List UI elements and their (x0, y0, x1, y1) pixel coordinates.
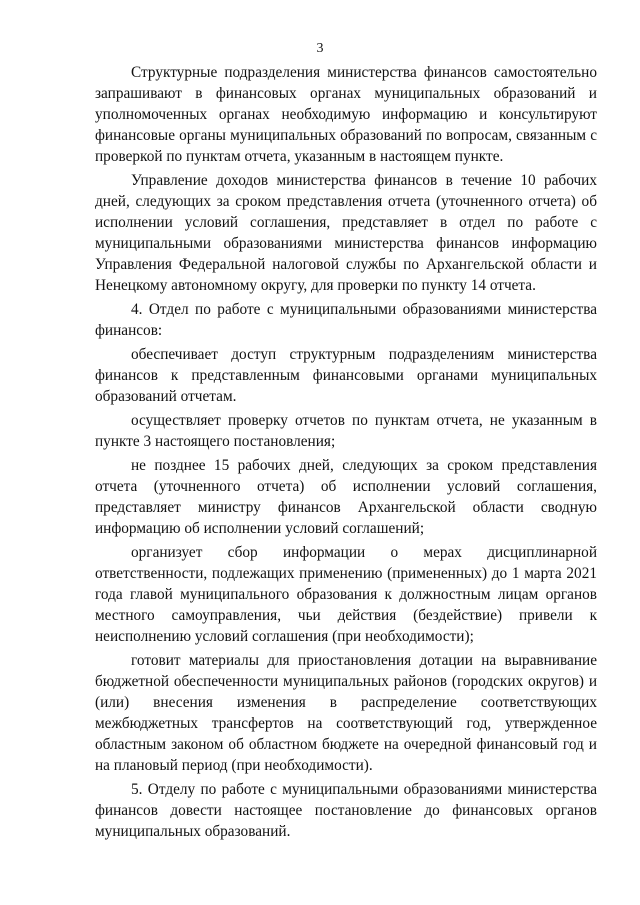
paragraph-item-4-suspension: готовит материалы для приостановления дотации на выравнивание бюджетной обеспеченности муниципальных районов (городских округов) и (или) внесения изменения в распределение соответствующих межбюджетных трансфертов на соответствующий год, утвержденное областным законом об областном бюджете на очередной финансовый год и на плановый период (при необходимости). (95, 652, 597, 774)
paragraph-item-4-summary: не позднее 15 рабочих дней, следующих за сроком представления отчета (уточненного отчета) об исполнении условий соглашения, представляет министру финансов Архангельской области сводную информацию об исполнении условий соглашений; (95, 457, 597, 537)
paragraph-item-4-access: обеспечивает доступ структурным подразделениям министерства финансов к представленным финансовыми органами муниципальных образований отчетам. (95, 346, 597, 405)
paragraph-structural-units: Структурные подразделения министерства финансов самостоятельно запрашивают в финансовых органах муниципальных образований и уполномоченных органах необходимую информацию и консультируют финансовые органы муниципальных образований по вопросам, связанным с проверкой по пунктам отчета, указанным в настоящем пункте. (95, 64, 597, 165)
paragraph-item-4-heading: 4. Отдел по работе с муниципальными образованиями министерства финансов: (95, 301, 597, 339)
page-number: 3 (316, 41, 324, 56)
paragraph-item-4-checks: осуществляет проверку отчетов по пунктам отчета, не указанным в пункте 3 настоящего постановления; (95, 412, 597, 450)
paragraph-item-4-discipline: организует сбор информации о мерах дисциплинарной ответственности, подлежащих применению (примененных) до 1 марта 2021 года главой муниципального образования к должностным лицам органов местного самоуправления, чьи действия (бездействие) привели к неисполнению условий соглашения (при необходимости); (95, 544, 597, 645)
document-body (95, 62, 597, 842)
paragraph-item-5: 5. Отделу по работе с муниципальными образованиями министерства финансов довести настоящее постановление до финансовых органов муниципальных образований. (95, 781, 597, 840)
paragraph-revenue-department: Управление доходов министерства финансов в течение 10 рабочих дней, следующих за сроком представления отчета (уточненного отчета) об исполнении условий соглашения, представляет в отдел по работе с муниципальными образованиями министерства финансов информацию Управления Федеральной налоговой службы по Архангельской области и Ненецкому автономному округу, для проверки по пункту 14 отчета. (95, 172, 597, 294)
